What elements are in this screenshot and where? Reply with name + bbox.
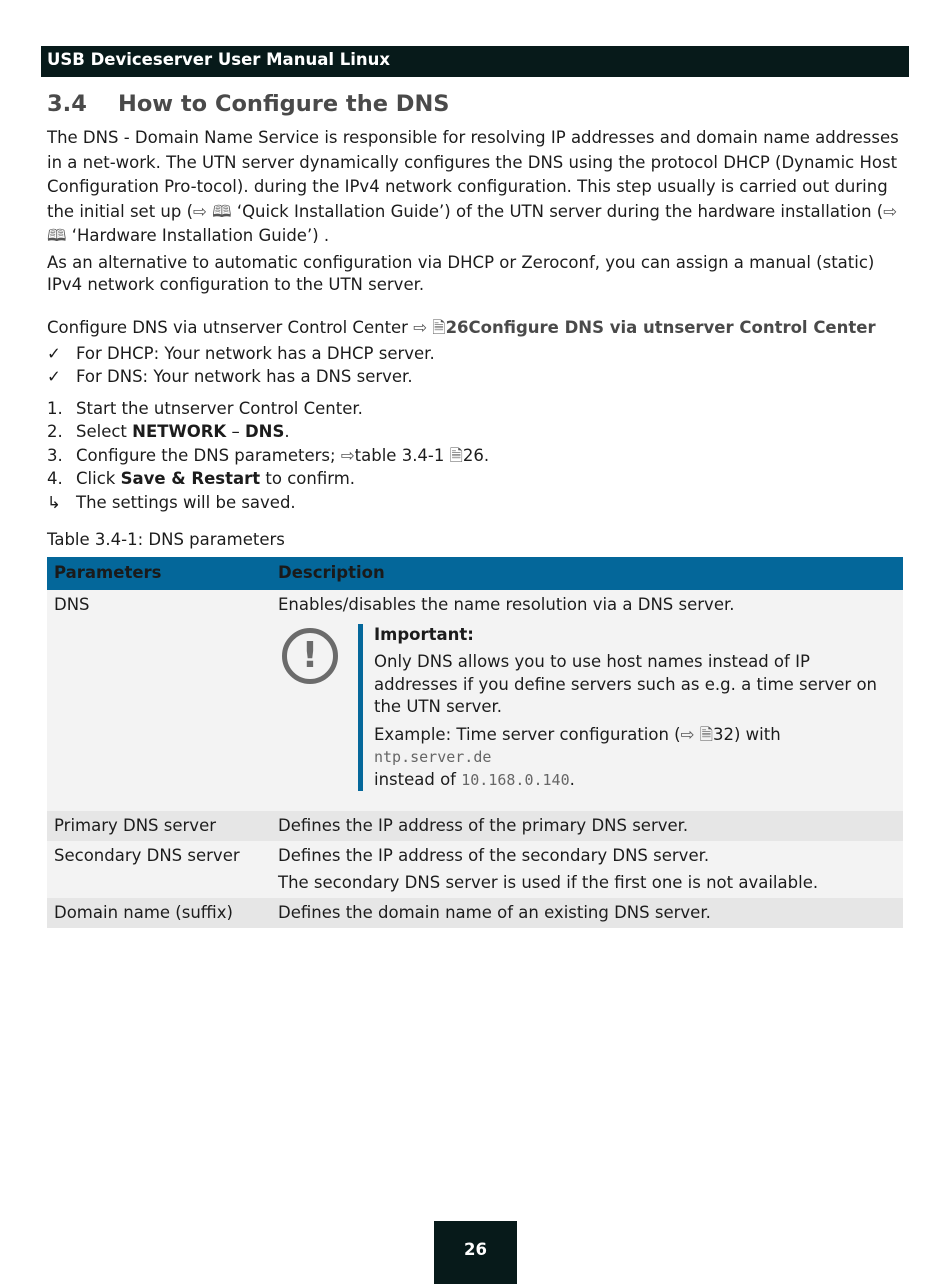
step-number: 4. <box>47 469 63 488</box>
running-header <box>41 46 909 77</box>
param-cell: Domain name (suffix) <box>47 898 271 928</box>
note-example-text: . <box>569 769 575 789</box>
header-parameters: Parameters <box>47 557 271 590</box>
exclamation-icon: ! <box>282 628 338 684</box>
step-text: – <box>226 422 245 441</box>
table-row <box>47 841 903 898</box>
step-text: to confirm. <box>260 469 356 488</box>
note-example-text: Example: Time server configuration ( <box>374 724 681 744</box>
step-number: 2. <box>47 422 63 441</box>
step-number: 1. <box>47 398 63 418</box>
list-item <box>47 342 905 366</box>
table-row <box>47 590 903 812</box>
requirements-list <box>47 342 905 389</box>
table-caption: Table 3.4-1: DNS parameters <box>47 529 285 549</box>
intro-text-3: ‘Hardware Installation Guide’) . <box>66 226 330 245</box>
steps-list <box>47 397 905 491</box>
step-text: Start the utnserver Control Center. <box>76 398 363 418</box>
list-item <box>47 365 905 389</box>
step-item <box>47 397 905 421</box>
requirement-text: For DNS: Your network has a DNS server. <box>76 367 413 386</box>
param-cell: Primary DNS server <box>47 811 271 841</box>
note-example <box>374 724 896 792</box>
desc-text: Defines the IP address of the secondary DNS server. <box>278 846 710 865</box>
intro-text-1: The DNS - Domain Name Service is responsible for resolving IP addresses and domain name addresses in a net-work. The UTN server dynamically configures the DNS using the protocol DHCP (Dynamic Host Configuration Pro-tocol). during the IPv4 network configuration. This step usually is carried out during the initial set up ( <box>47 128 899 221</box>
checkmark-icon: ✓ <box>47 343 61 363</box>
section-heading <box>47 89 905 121</box>
header-description: Description <box>271 557 903 590</box>
step-item <box>47 444 905 468</box>
result-arrow-icon: ↳ <box>47 492 61 512</box>
step-item <box>47 467 905 491</box>
desc-cell: Defines the domain name of an existing DNS server. <box>271 898 903 928</box>
configure-text: Configure DNS via utnserver Control Center <box>47 317 414 337</box>
manual-title: USB Deviceserver User Manual Linux <box>47 50 391 69</box>
code-ip-address: 10.168.0.140 <box>461 770 570 789</box>
desc-cell <box>271 841 903 898</box>
book-icon: 🕮 <box>212 201 232 221</box>
page-ref-icon: 🗎 <box>699 724 713 744</box>
step-text: Select <box>76 422 133 441</box>
param-cell: DNS <box>47 590 271 812</box>
page-ref-icon: 🗎 <box>432 317 446 337</box>
desc-cell <box>271 590 903 812</box>
configure-link[interactable]: 26Configure DNS via utnserver Control Center <box>445 317 876 337</box>
page-content <box>47 89 905 928</box>
note-text: Only DNS allows you to use host names instead of IP addresses if you define servers such as e.g. a time server on the UTN server. <box>374 652 878 716</box>
alternative-paragraph: As an alternative to automatic configuration via DHCP or Zeroconf, you can assign a manual (static) IPv4 network configuration to the UTN server. <box>47 252 875 294</box>
intro-text-2: ‘Quick Installation Guide’) of the UTN server during the hardware installation ( <box>231 201 884 221</box>
dns-parameters-table <box>47 557 903 929</box>
note-title: Important: <box>374 624 474 644</box>
note-icon-cell <box>278 624 358 792</box>
requirement-text: For DHCP: Your network has a DHCP server. <box>76 343 435 363</box>
section-number: 3.4 <box>47 91 87 117</box>
note-example-text: 32) with <box>712 724 781 744</box>
table-ref-link[interactable]: table 3.4-1 <box>354 445 450 465</box>
configure-paragraph <box>47 317 905 339</box>
table-row <box>47 898 903 928</box>
table-header-row <box>47 557 903 590</box>
desc-cell: Defines the IP address of the primary DNS server. <box>271 811 903 841</box>
arrow-ref-icon: ⇨ <box>680 724 695 744</box>
result-text: The settings will be saved. <box>76 492 296 512</box>
page-ref: 26. <box>462 445 490 465</box>
step-number: 3. <box>47 445 63 465</box>
menu-dns: DNS <box>244 422 285 441</box>
step-text: . <box>284 422 290 441</box>
code-hostname: ntp.server.de <box>374 748 492 766</box>
arrow-ref-icon: ⇨ <box>413 317 428 337</box>
section-title: How to Configure the DNS <box>118 91 450 117</box>
arrow-ref-icon: ⇨ <box>883 201 898 221</box>
menu-network: NETWORK <box>132 422 227 441</box>
table-row <box>47 811 903 841</box>
important-note <box>278 624 896 792</box>
step-text: Configure the DNS parameters; <box>76 445 341 465</box>
checkmark-icon: ✓ <box>47 367 61 386</box>
note-body <box>363 624 896 792</box>
arrow-ref-icon: ⇨ <box>193 201 207 221</box>
book-icon: 🕮 <box>47 226 67 245</box>
desc-text: Enables/disables the name resolution via a DNS server. <box>278 594 735 614</box>
step-text: Click <box>76 469 121 488</box>
arrow-ref-icon: ⇨ <box>340 445 355 465</box>
step-item <box>47 420 905 444</box>
page-number: 26 <box>434 1221 517 1284</box>
note-example-text: instead of <box>374 769 462 789</box>
desc-text: The secondary DNS server is used if the first one is not available. <box>278 873 819 892</box>
param-cell: Secondary DNS server <box>47 841 271 898</box>
intro-paragraph <box>47 126 905 249</box>
page-ref-icon: 🗎 <box>449 445 463 465</box>
step-result <box>47 491 905 515</box>
save-restart-label: Save & Restart <box>120 469 261 488</box>
